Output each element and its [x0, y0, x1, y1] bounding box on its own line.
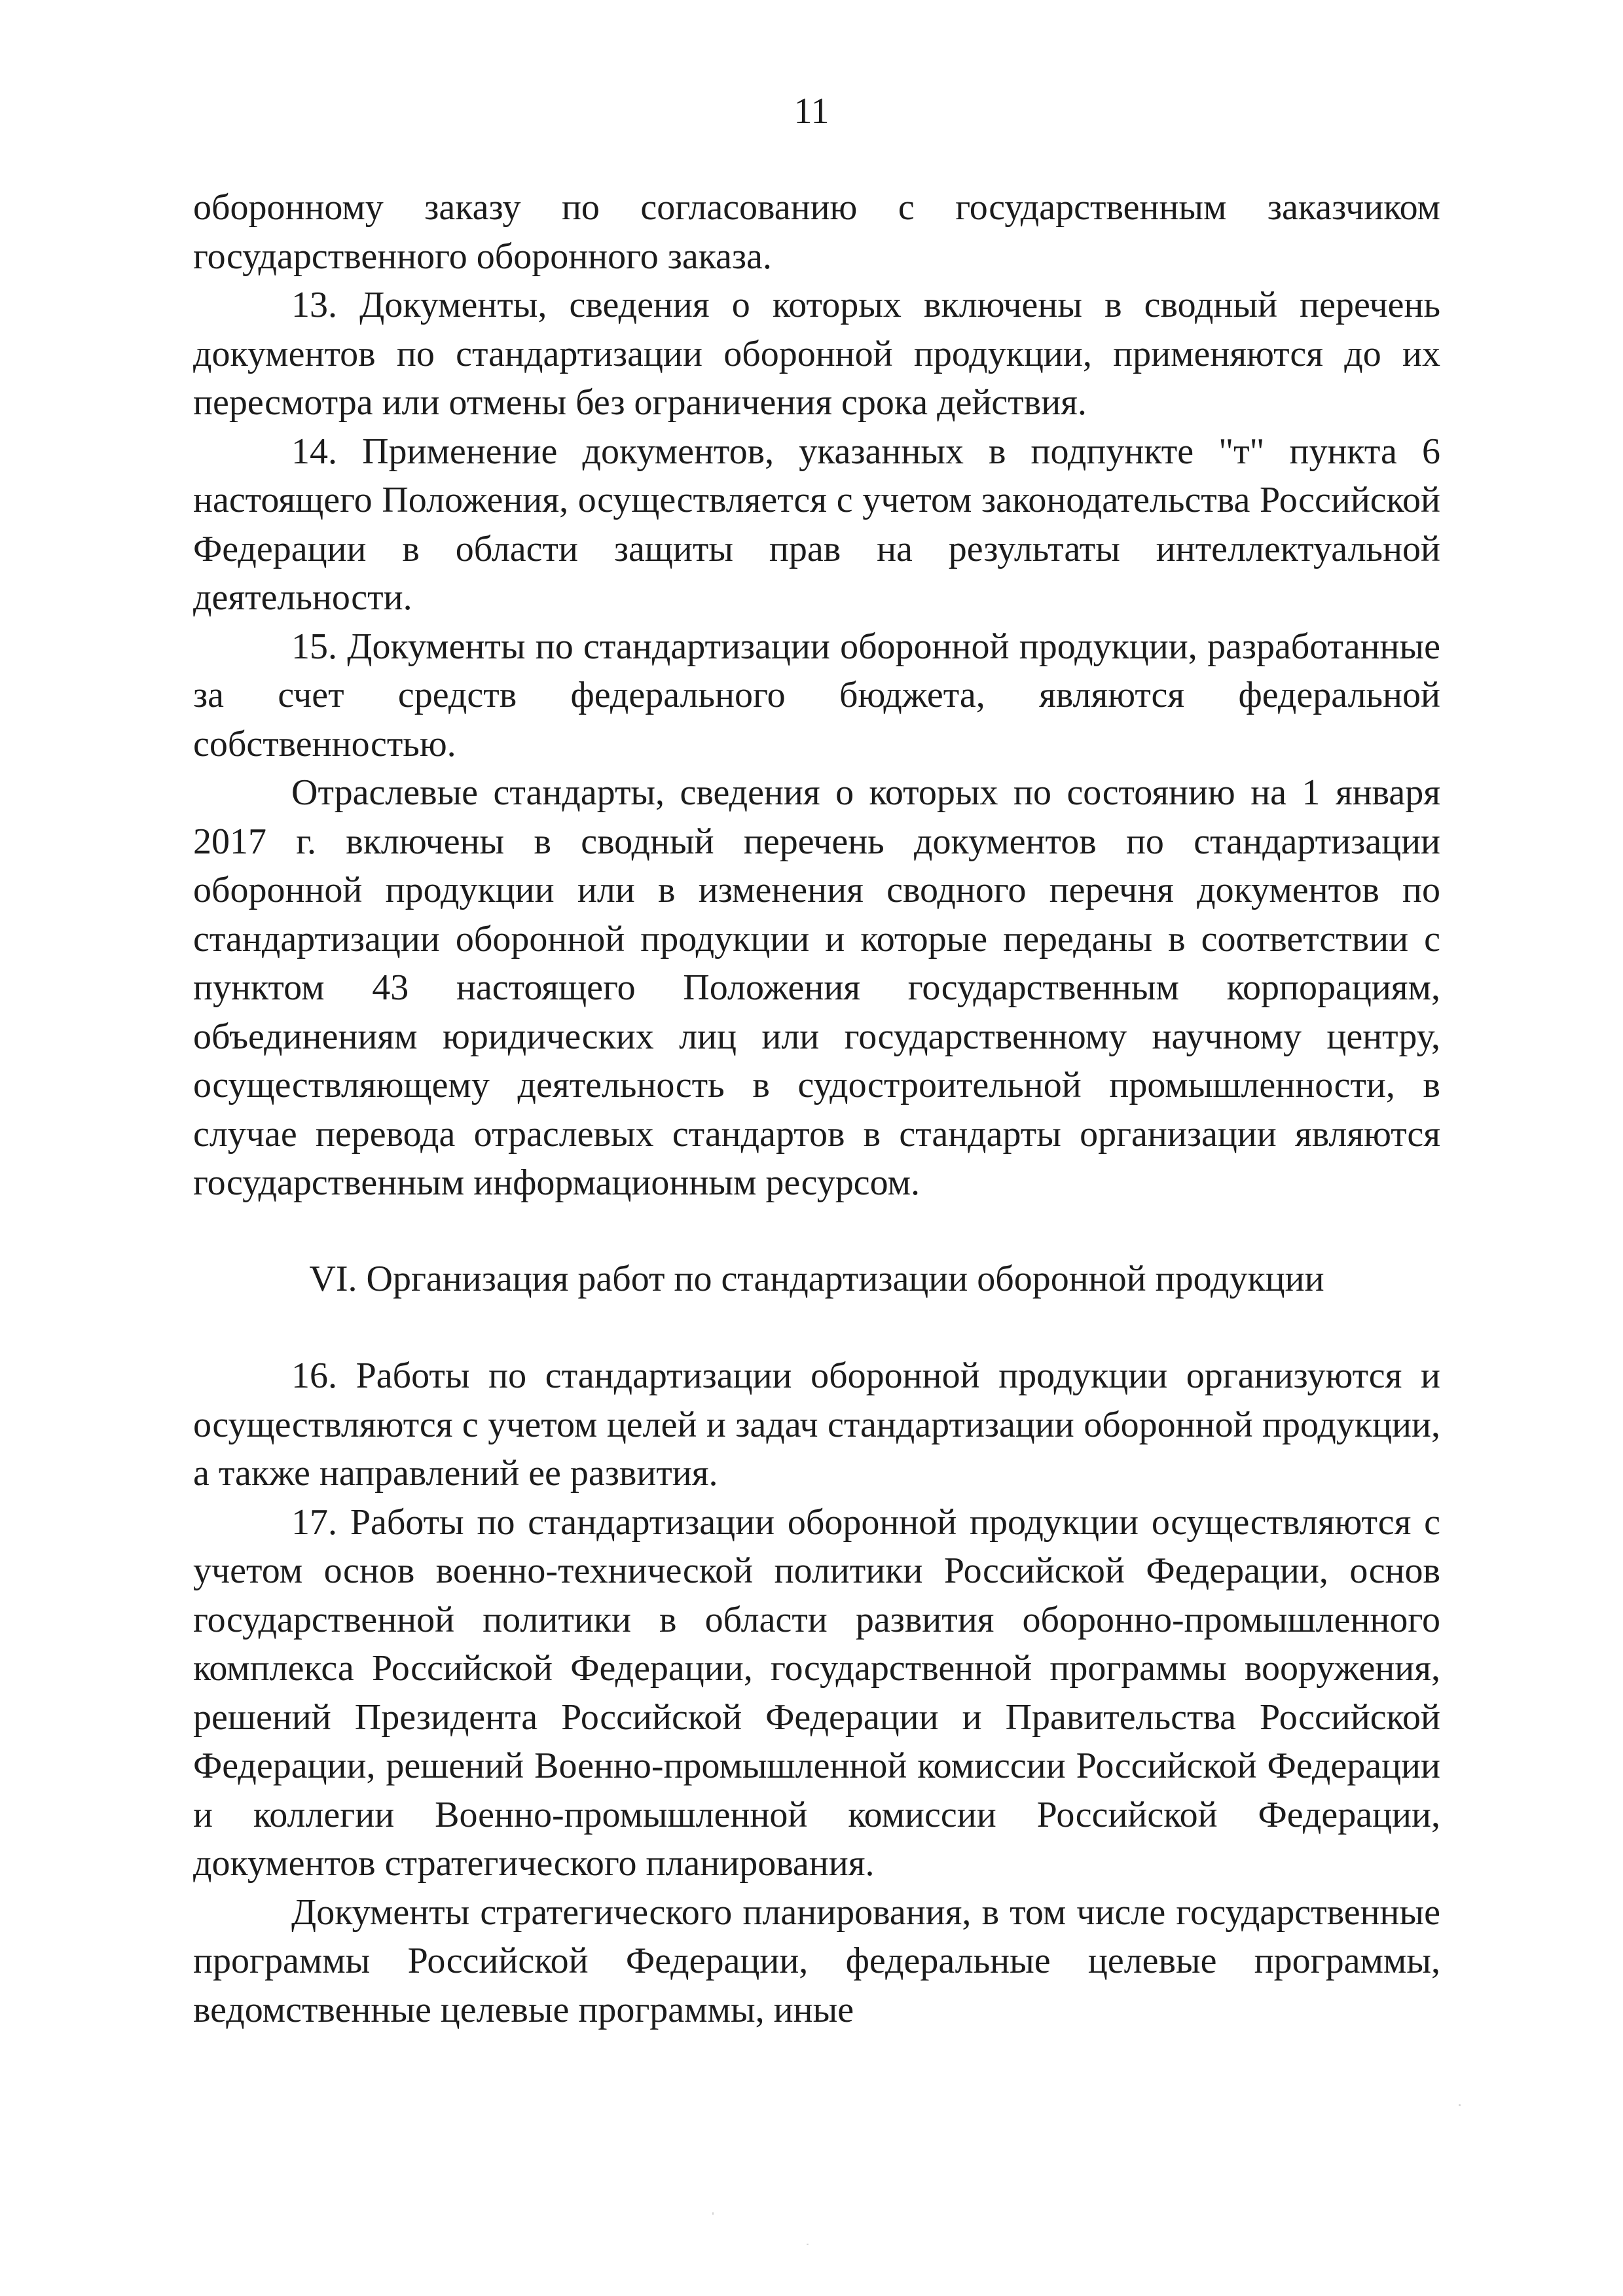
- page-number: 11: [793, 91, 830, 132]
- section-heading: VI. Организация работ по стандартизации оборонной продукции: [309, 1258, 1324, 1299]
- paragraph-15-industry-standards: Отраслевые стандарты, сведения о которых по состоянию на 1 января 2017 г. включены в сводный перечень документов по стандартизации оборонной продукции или в изменения сводного перечня документов по стандартизации оборонной продукции и которые переданы в соответствии с пунктом 43 настоящего Положения государственным корпорациям, объединениям юридических лиц или государственному научному центру, осуществляющему деятельность в судостроительной промышленности, в случае перевода отраслевых стандартов в стандарты организации являются государственным информационным ресурсом.: [193, 772, 1440, 1203]
- paragraph-17: 17. Работы по стандартизации оборонной продукции осуществляются с учетом основ военно-технической политики Российской Федерации, основ государственной политики в области развития оборонно-промышленного комплекса Российской Федерации, государственной программы вооружения, решений Президента Российской Федерации и Правительства Российской Федерации, решений Военно-промышленной комиссии Российской Федерации и коллегии Военно-промышленной комиссии Российской Федерации, документов стратегического планирования.: [193, 1501, 1440, 1884]
- scan-artifact: [807, 2244, 809, 2245]
- paragraph-16: 16. Работы по стандартизации оборонной продукции организуются и осуществляются с учетом целей и задач стандартизации оборонной продукции, а также направлений ее развития.: [193, 1355, 1440, 1494]
- paragraph-15: 15. Документы по стандартизации оборонной продукции, разработанные за счет средств федерального бюджета, являются федеральной собственностью.: [193, 626, 1440, 764]
- document-body: [193, 183, 1440, 2034]
- paragraph-continuation: оборонному заказу по согласованию с государственным заказчиком государственного оборонного заказа.: [193, 187, 1440, 277]
- scan-artifact: [1459, 2104, 1461, 2106]
- paragraph-13: 13. Документы, сведения о которых включены в сводный перечень документов по стандартизации оборонной продукции, применяются до их пересмотра или отмены без ограничения срока действия.: [193, 285, 1440, 423]
- scan-artifact: [712, 2212, 714, 2215]
- paragraph-14: 14. Применение документов, указанных в подпункте "т" пункта 6 настоящего Положения, осуществляется с учетом законодательства Российской Федерации в области защиты прав на результаты интеллектуальной деятельности.: [193, 431, 1440, 618]
- paragraph-17-strategic-documents: Документы стратегического планирования, в том числе государственные программы Российской Федерации, федеральные целевые программы, ведомственные целевые программы, иные: [193, 1892, 1440, 2030]
